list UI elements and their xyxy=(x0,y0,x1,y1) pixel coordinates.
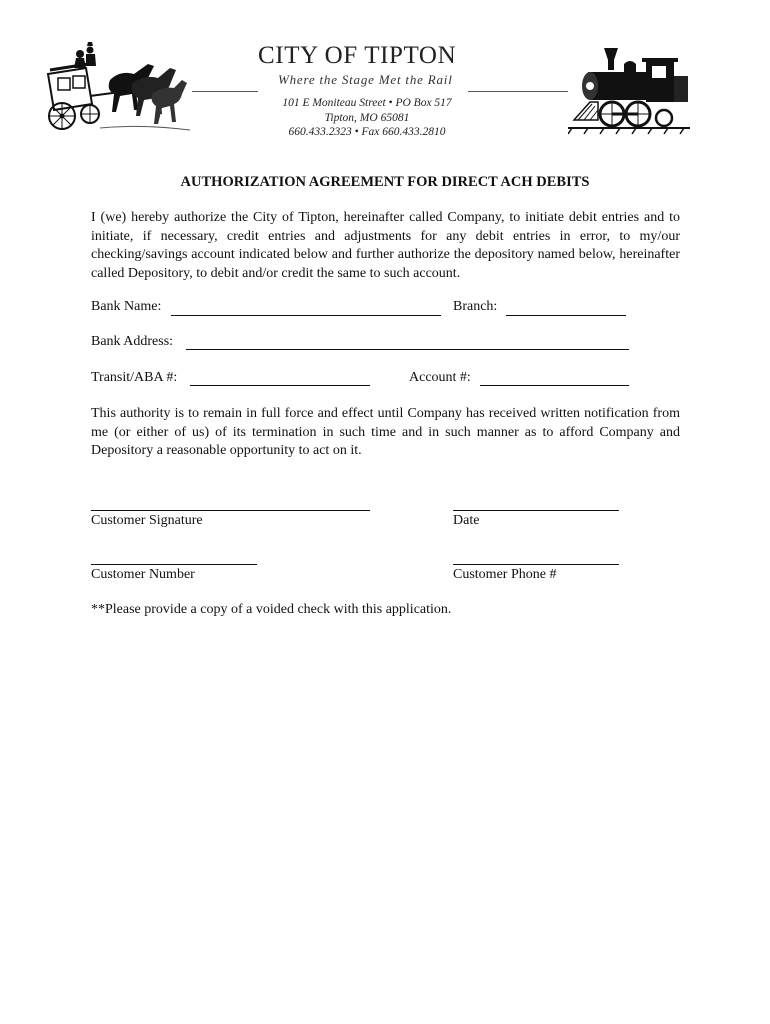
city-name-title: CITY OF TIPTON xyxy=(258,42,457,69)
bank-name-label: Bank Name: xyxy=(91,299,162,314)
date-label: Date xyxy=(453,513,480,528)
voided-check-note: **Please provide a copy of a voided check with this application. xyxy=(91,602,452,617)
city-tagline: Where the Stage Met the Rail xyxy=(278,72,453,87)
branch-label: Branch: xyxy=(453,299,498,314)
city-address-block xyxy=(262,96,472,140)
account-number-label: Account #: xyxy=(409,370,471,385)
locomotive-illustration xyxy=(568,42,690,136)
phone-fax-line: 660.433.2323 • Fax 660.433.2810 xyxy=(288,126,446,138)
customer-phone-label: Customer Phone # xyxy=(453,567,557,582)
form-heading: AUTHORIZATION AGREEMENT FOR DIRECT ACH DEBITS xyxy=(180,174,590,190)
customer-phone-line[interactable] xyxy=(453,564,619,565)
address-line: Tipton, MO 65081 xyxy=(324,111,410,124)
authority-duration-paragraph: This authority is to remain in full force and effect until Company has received written notification from me (or either of us) of its termination in such time and in such manner as to afford Company and Depository a reasonable opportunity to act on it. xyxy=(91,406,680,458)
branch-line[interactable] xyxy=(506,315,626,316)
customer-signature-line[interactable] xyxy=(91,510,370,511)
stagecoach-illustration xyxy=(40,40,192,136)
customer-number-line[interactable] xyxy=(91,564,257,565)
customer-signature-label: Customer Signature xyxy=(91,513,203,528)
date-line[interactable] xyxy=(453,510,619,511)
bank-address-label: Bank Address: xyxy=(91,334,174,349)
bank-name-line[interactable] xyxy=(171,315,441,316)
letterhead-rule-right xyxy=(468,91,568,92)
customer-number-label: Customer Number xyxy=(91,567,195,582)
transit-aba-label: Transit/ABA #: xyxy=(91,370,178,385)
authorization-paragraph: I (we) hereby authorize the City of Tipton, hereinafter called Company, to initiate debit entries and to initiate, if necessary, credit entries and adjustments for any debit entries in error, to my/our checking/savings account indicated below and further authorize the depository named below, hereinafter called Depository, to debit and/or credit the same to such account. xyxy=(91,210,680,281)
account-number-line[interactable] xyxy=(480,385,629,386)
transit-aba-line[interactable] xyxy=(190,385,370,386)
address-line: 101 E Moniteau Street • PO Box 517 xyxy=(282,97,452,109)
bank-address-line[interactable] xyxy=(186,349,629,350)
letterhead-rule-left xyxy=(192,91,258,92)
